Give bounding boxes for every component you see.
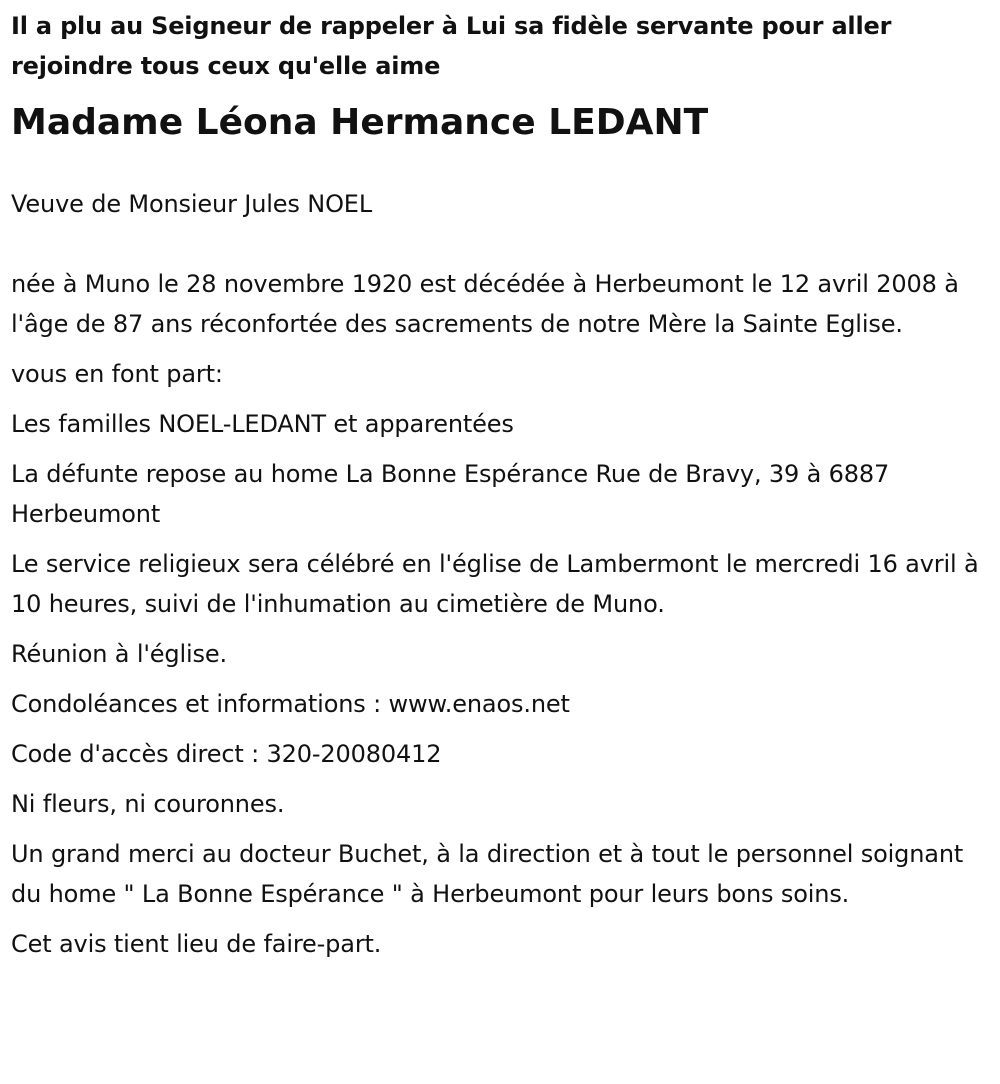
obituary-notice bbox=[11, 6, 991, 964]
flowers-line: Ni fleurs, ni couronnes. bbox=[11, 790, 285, 818]
widow-line: Veuve de Monsieur Jules NOEL bbox=[11, 190, 373, 218]
meeting-line: Réunion à l'église. bbox=[11, 640, 227, 668]
service-paragraph: Le service religieux sera célébré en l'église de Lambermont le mercredi 16 avril à 10 heures, suivi de l'inhumation au cimetière de Muno. bbox=[11, 550, 979, 618]
deceased-name: Madame Léona Hermance LEDANT bbox=[11, 102, 709, 143]
notice-line: Cet avis tient lieu de faire-part. bbox=[11, 930, 382, 958]
access-code-line: Code d'accès direct : 320-20080412 bbox=[11, 740, 442, 768]
birth-death-paragraph: née à Muno le 28 novembre 1920 est décédée à Herbeumont le 12 avril 2008 à l'âge de 87 ans réconfortée des sacrements de notre Mère la Sainte Eglise. bbox=[11, 270, 959, 338]
thanks-paragraph: Un grand merci au docteur Buchet, à la direction et à tout le personnel soignant du home " La Bonne Espérance " à Herbeumont pour leurs bons soins. bbox=[11, 840, 964, 908]
repose-paragraph: La défunte repose au home La Bonne Espérance Rue de Bravy, 39 à 6887 Herbeumont bbox=[11, 460, 890, 528]
families-line: Les familles NOEL-LEDANT et apparentées bbox=[11, 410, 514, 438]
condolences-line: Condoléances et informations : www.enaos.net bbox=[11, 690, 570, 718]
announce-line: vous en font part: bbox=[11, 360, 223, 388]
intro-text: Il a plu au Seigneur de rappeler à Lui sa fidèle servante pour aller rejoindre tous ceux qu'elle aime bbox=[11, 12, 892, 80]
